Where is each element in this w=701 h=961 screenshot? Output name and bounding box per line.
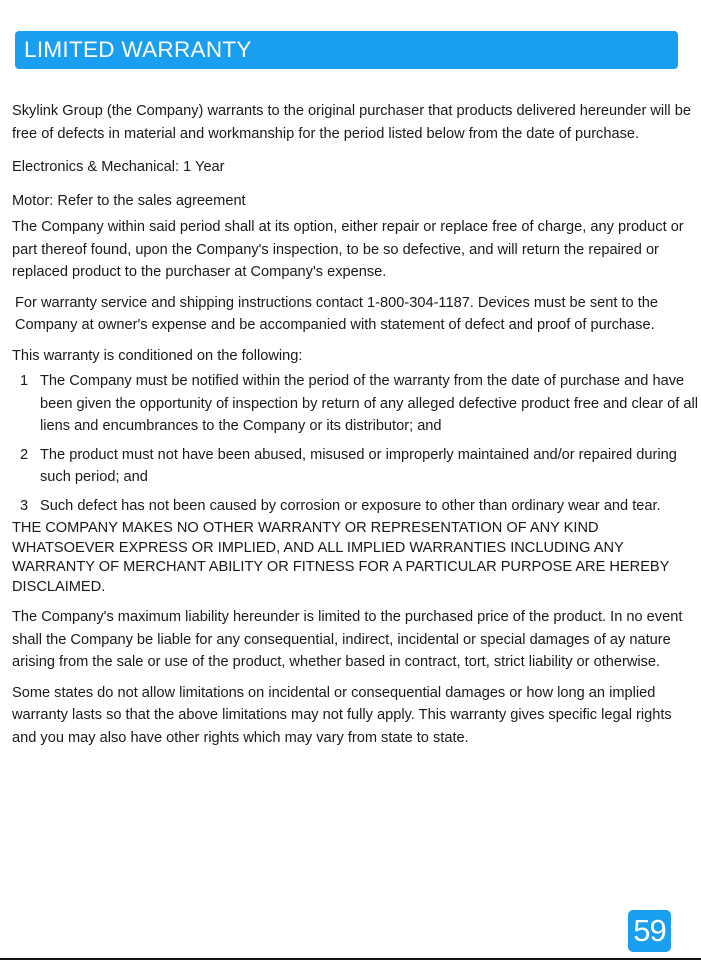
states-paragraph: Some states do not allow limitations on incidental or consequential damages or how long an implied warranty lasts so that the above limitations may not fully apply. This warranty gives specific legal rights and you may also have other rights which may vary from state to state.	[12, 684, 672, 746]
disclaimer-paragraph: THE COMPANY MAKES NO OTHER WARRANTY OR REPRESENTATION OF ANY KIND WHATSOEVER EXPRESS OR IMPLIED, AND ALL IMPLIED WARRANTIES INCLUDING ANY WARRANTY OF MERCHANT ABILITY OR FITNESS FOR A PARTICULAR PURPOSE ARE HEREBY DISCLAIMED.	[12, 520, 670, 595]
list-item-text: The product must not have been abused, misused or improperly maintained and/or repaired during such period; and	[40, 446, 677, 485]
section-header	[15, 31, 678, 69]
list-item-text: Such defect has not been caused by corrosion or exposure to other than ordinary wear and tear.	[40, 497, 661, 514]
conditions-intro: This warranty is conditioned on the following:	[12, 347, 303, 364]
page-number: 59	[628, 910, 671, 952]
electronics-period: Electronics & Mechanical: 1 Year	[12, 159, 225, 175]
intro-paragraph: Skylink Group (the Company) warrants to the original purchaser that products delivered hereunder will be free of defects in material and workmanship for the period listed below from the date of purchase.	[12, 103, 691, 142]
list-item-number: 1	[20, 373, 29, 389]
list-item	[12, 495, 698, 518]
warranty-body	[12, 100, 698, 749]
motor-period: Motor: Refer to the sales agreement	[12, 192, 246, 209]
page-title: LIMITED WARRANTY	[24, 36, 252, 62]
list-item-number: 2	[20, 446, 29, 463]
list-item	[12, 370, 698, 438]
conditions-list	[12, 370, 698, 517]
list-item	[12, 444, 698, 489]
list-item-number: 3	[20, 497, 29, 514]
footer-rule	[0, 958, 701, 960]
liability-paragraph: The Company's maximum liability hereunder is limited to the purchased price of the product. In no event shall the Company be liable for any consequential, indirect, incidental or special damages of ay nature arising from the sale or use of the product, whether based in contract, tort, strict liability or otherwise.	[12, 609, 683, 670]
service-paragraph: For warranty service and shipping instructions contact 1-800-304-1187. Devices must be sent to the Company at owner's expense and be accompanied with statement of defect and proof of purchase.	[15, 294, 658, 333]
list-item-text: The Company must be notified within the period of the warranty from the date of purchase and have been given the opportunity of inspection by return of any alleged defective product free and clear of all liens and encumbrances to the Company or its distributor; and	[40, 373, 698, 434]
repair-paragraph: The Company within said period shall at its option, either repair or replace free of charge, any product or part thereof found, upon the Company's inspection, to be so defective, and will return the repaired or replaced product to the purchaser at Company's expense.	[12, 219, 684, 280]
